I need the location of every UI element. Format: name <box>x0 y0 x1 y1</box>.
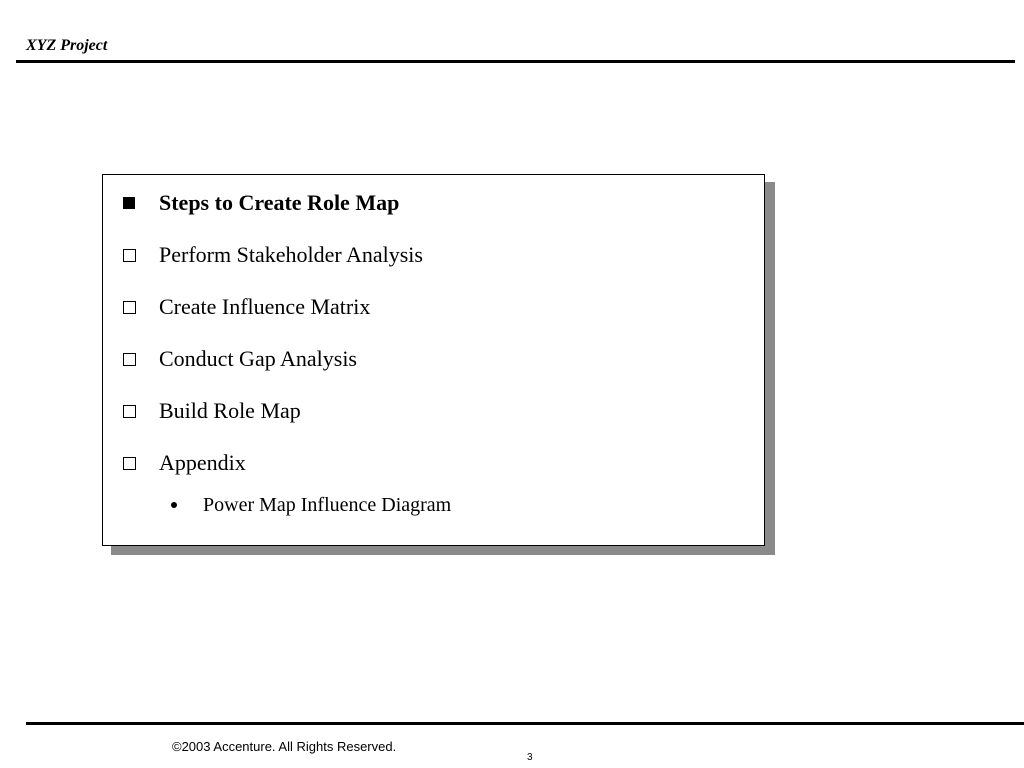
agenda-item-conduct-gap-analysis <box>123 344 357 374</box>
agenda-item-label: Appendix <box>159 450 246 475</box>
round-bullet-icon <box>171 502 177 508</box>
empty-square-bullet-icon <box>123 301 136 314</box>
project-title: XYZ Project <box>26 37 108 54</box>
empty-square-bullet-icon <box>123 405 136 418</box>
agenda-item-label: Conduct Gap Analysis <box>159 346 357 371</box>
agenda-item-label: Create Influence Matrix <box>159 294 371 319</box>
agenda-item-label: Build Role Map <box>159 398 301 423</box>
header-divider <box>16 60 1015 63</box>
agenda-item-label: Perform Stakeholder Analysis <box>159 242 423 267</box>
empty-square-bullet-icon <box>123 457 136 470</box>
empty-square-bullet-icon <box>123 249 136 262</box>
empty-square-bullet-icon <box>123 353 136 366</box>
agenda-sub-item-label: Power Map Influence Diagram <box>203 494 452 516</box>
agenda-box <box>102 174 765 546</box>
agenda-item-steps-to-create-role-map <box>123 188 399 218</box>
agenda-item-appendix <box>123 448 246 478</box>
agenda-item-perform-stakeholder-analysis <box>123 240 423 270</box>
page-number: 3 <box>527 752 533 763</box>
agenda-item-label: Steps to Create Role Map <box>159 190 400 215</box>
copyright-notice: ©2003 Accenture. All Rights Reserved. <box>172 739 397 754</box>
filled-square-bullet-icon <box>123 197 135 209</box>
footer-divider <box>26 722 1024 725</box>
agenda-sub-item-power-map-influence-diagram <box>171 492 451 518</box>
agenda-item-build-role-map <box>123 396 301 426</box>
agenda-item-create-influence-matrix <box>123 292 370 322</box>
